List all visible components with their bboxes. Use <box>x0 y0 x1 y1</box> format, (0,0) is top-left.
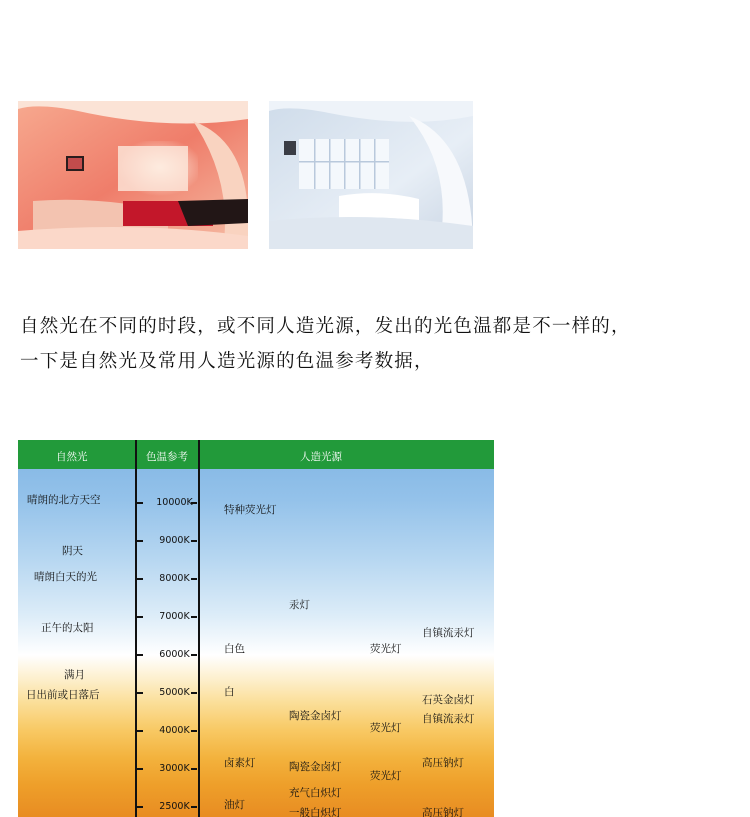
intro-paragraph-line-2: 一下是自然光及常用人造光源的色温参考数据， <box>20 351 434 372</box>
scale-label: 2500K <box>159 801 190 812</box>
warm-light-bedroom-photo <box>18 101 248 249</box>
header-natural-light: 自然光 <box>56 451 88 463</box>
scale-label: 7000K <box>159 611 190 622</box>
tick-left <box>137 730 143 732</box>
artificial-light-item: 自镇流汞灯 <box>422 627 475 639</box>
scale-label: 10000K <box>156 497 193 508</box>
intro-paragraph-line-1: 自然光在不同的时段，或不同人造光源，发出的光色温都是不一样的， <box>20 316 631 337</box>
table-header-bar <box>18 440 494 469</box>
artificial-light-item: 白色 <box>224 643 245 655</box>
tick-left <box>137 654 143 656</box>
header-artificial-light: 人造光源 <box>300 451 342 463</box>
tick-left <box>137 502 143 504</box>
scale-label: 9000K <box>159 535 190 546</box>
artificial-light-item: 白 <box>224 686 235 698</box>
artificial-light-item: 荧光灯 <box>370 722 402 734</box>
natural-light-item: 正午的太阳 <box>41 622 94 634</box>
artificial-light-item: 石英金卤灯 <box>422 694 475 706</box>
scale-label: 3000K <box>159 763 190 774</box>
tick-left <box>137 540 143 542</box>
tick-left <box>137 692 143 694</box>
color-temperature-table <box>18 440 494 817</box>
scale-label: 6000K <box>159 649 190 660</box>
tick-left <box>137 768 143 770</box>
artificial-light-item: 特种荧光灯 <box>224 504 277 516</box>
artificial-light-item: 自镇流汞灯 <box>422 713 475 725</box>
scale-label: 8000K <box>159 573 190 584</box>
artificial-light-item: 汞灯 <box>289 599 310 611</box>
scale-label: 4000K <box>159 725 190 736</box>
natural-light-item: 满月 <box>64 669 85 681</box>
artificial-light-item: 陶瓷金卤灯 <box>289 761 342 773</box>
tick-left <box>137 578 143 580</box>
column-divider-left <box>135 440 137 817</box>
artificial-light-item: 荧光灯 <box>370 643 402 655</box>
artificial-light-item: 陶瓷金卤灯 <box>289 710 342 722</box>
artificial-light-item: 充气白炽灯 <box>289 787 342 799</box>
artificial-light-item: 高压钠灯 <box>422 807 464 817</box>
header-color-temperature: 色温参考 <box>146 451 188 463</box>
tick-left <box>137 616 143 618</box>
artificial-light-item: 油灯 <box>224 799 245 811</box>
artificial-light-item: 卤素灯 <box>224 757 256 769</box>
artificial-light-item: 荧光灯 <box>370 770 402 782</box>
tick-left <box>137 806 143 808</box>
scale-label: 5000K <box>159 687 190 698</box>
cool-light-bedroom-photo <box>269 101 473 249</box>
artificial-light-item: 高压钠灯 <box>422 757 464 769</box>
natural-light-item: 晴朗的北方天空 <box>27 494 101 506</box>
natural-light-item: 晴朗白天的光 <box>34 571 97 583</box>
natural-light-item: 日出前或日落后 <box>26 689 100 701</box>
artificial-light-item: 一般白炽灯 <box>289 807 342 817</box>
natural-light-item: 阴天 <box>62 545 83 557</box>
